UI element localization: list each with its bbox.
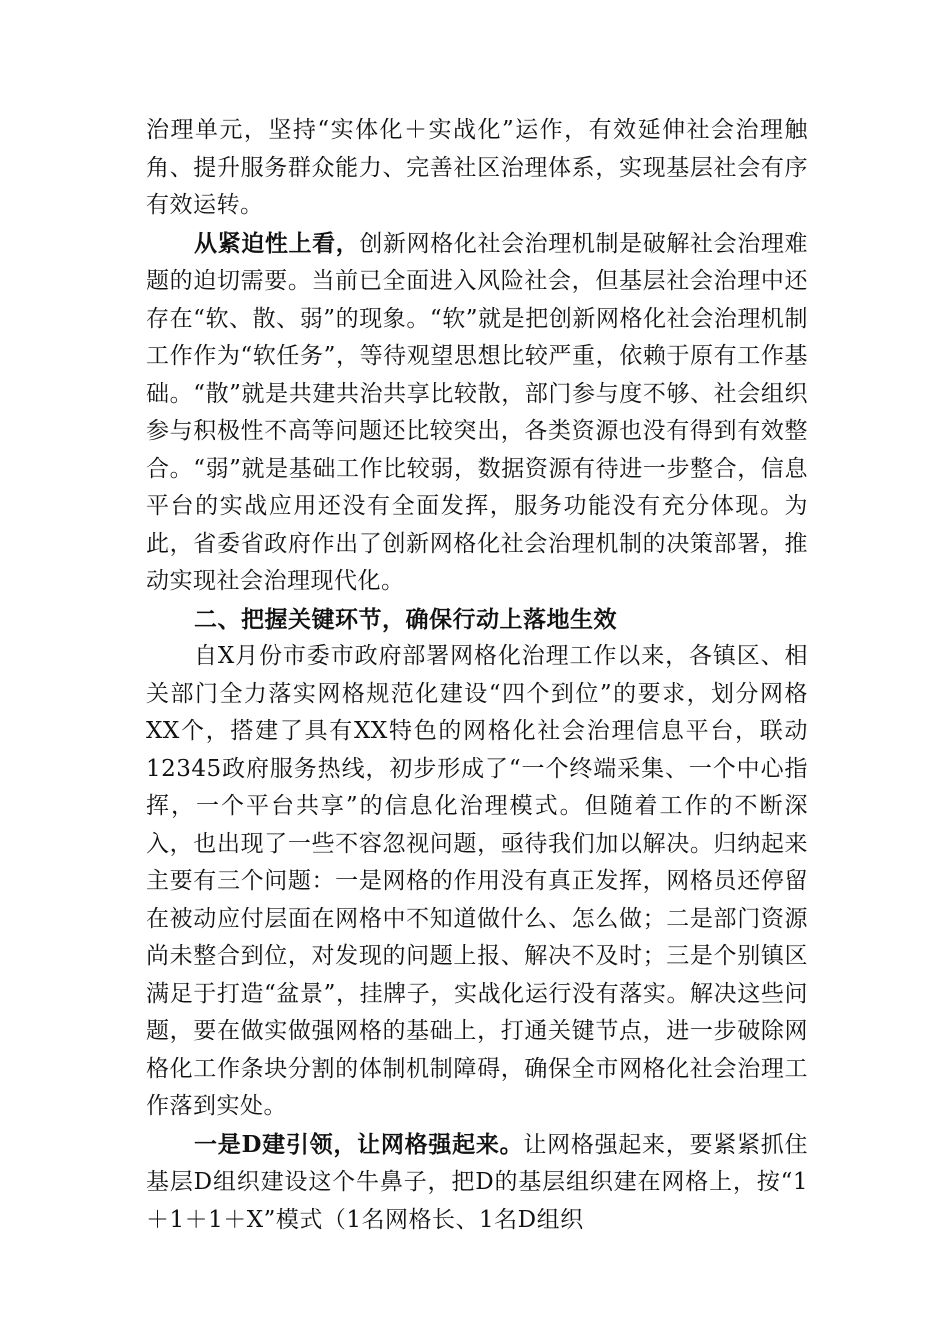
paragraph-progress [146,638,808,1126]
paragraph-text: 治理单元，坚持“实体化＋实战化”运作，有效延伸社会治理触角、提升服务群众能力、完善社区治理体系，实现基层社会有序有效运转。 [146,117,808,218]
paragraph-continuation [146,112,808,225]
paragraph-text: 让网格强起来，要紧紧抓住基层D组织建设这个牛鼻子，把D的基层组织建在网格上，按“1＋1＋1＋X”模式（1名网格长、1名D组织 [146,1131,809,1233]
body-text [146,112,808,1239]
paragraph-urgency [146,225,808,601]
paragraph-party-leadership [146,1126,808,1240]
paragraph-text: 创新网格化社会治理机制是破解社会治理难题的迫切需要。当前已全面进入风险社会，但基层社会治理中还存在“软、散、弱”的现象。“软”就是把创新网格化社会治理机制工作作为“软任务”，等待观望思想比较严重，依赖于原有工作基础。“散”就是共建共治共享比较散，部门参与度不够、社会组织参与积极性不高等问题还比较突出，各类资源也没有得到有效整合。“弱”就是基础工作比较弱，数据资源有待进一步整合，信息平台的实战应用还没有全面发挥，服务功能没有充分体现。为此，省委省政府作出了创新网格化社会治理机制的决策部署，推动实现社会治理现代化。 [146,230,809,594]
paragraph-lead: 从紧迫性上看， [194,229,360,257]
paragraph-lead: 一是D建引领，让网格强起来。 [194,1130,524,1158]
paragraph-text: 自X月份市委市政府部署网格化治理工作以来，各镇区、相关部门全力落实网格规范化建设“四个到位”的要求，划分网格XX个，搭建了具有XX特色的网格化社会治理信息平台，联动12345政府服务热线，初步形成了“一个终端采集、一个中心指挥，一个平台共享”的信息化治理模式。但随着工作的不断深入，也出现了一些不容忽视问题，亟待我们加以解决。归纳起来主要有三个问题：一是网格的作用没有真正发挥，网格员还停留在被动应付层面在网格中不知道做什么、怎么做；二是部门资源尚未整合到位，对发现的问题上报、解决不及时；三是个别镇区满足于打造“盆景”，挂牌子，实战化运行没有落实。解决这些问题，要在做实做强网格的基础上，打通关键节点，进一步破除网格化工作条块分割的体制机制障碍，确保全市网格化社会治理工作落到实处。 [146,643,808,1119]
section-heading: 二、把握关键环节，确保行动上落地生效 [194,605,617,633]
